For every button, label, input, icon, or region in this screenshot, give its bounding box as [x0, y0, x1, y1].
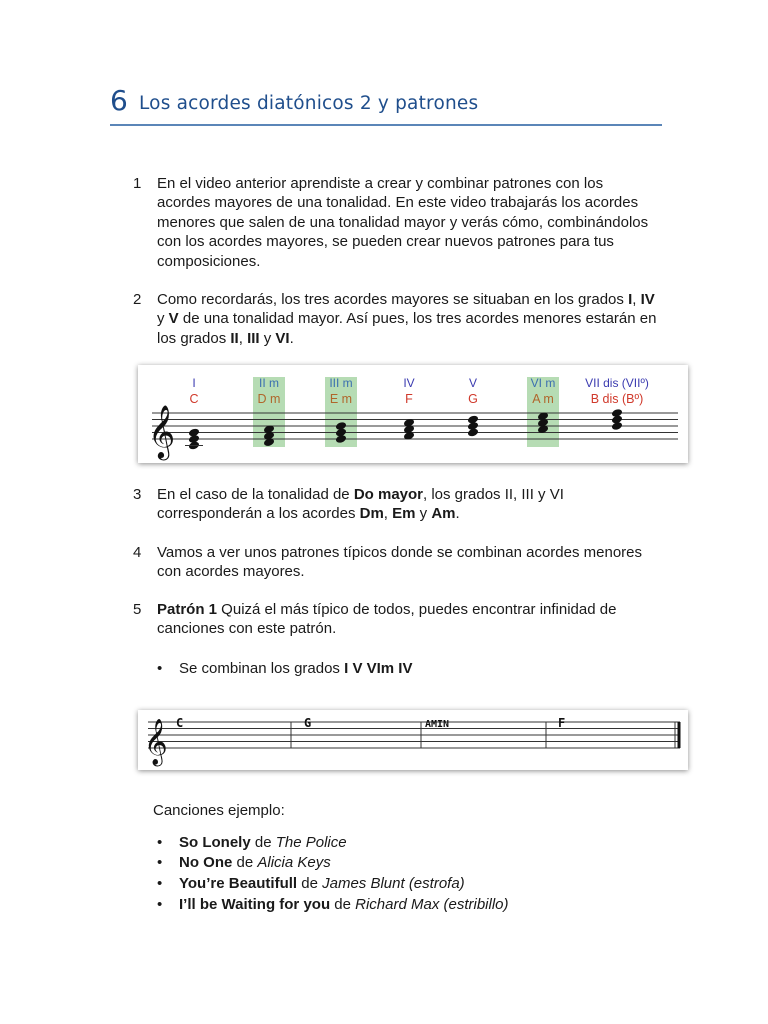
- item-text: Como recordarás, los tres acordes mayores se situaban en los grados I, IV y V de una tonalidad mayor. Así pues, los tres acordes menores estarán en los grados II, III y VI.: [157, 291, 657, 347]
- degree-roman: I: [192, 376, 196, 390]
- degree-chord: F: [405, 392, 413, 406]
- chord-symbol: C: [176, 716, 184, 730]
- item-text: En el caso de la tonalidad de Do mayor, los grados II, III y VI corresponderán a los acordes Dm, Em y Am.: [157, 486, 564, 523]
- chord-symbol: AMIN: [425, 719, 450, 730]
- degree-roman: II m: [259, 376, 279, 390]
- note-head: [467, 415, 479, 425]
- degree-chord: C: [189, 392, 199, 406]
- chord-symbol: G: [304, 716, 312, 730]
- degree-roman: IV: [403, 376, 415, 390]
- section-header: [110, 84, 662, 126]
- section-title: Los acordes diatónicos 2 y patrones: [139, 93, 479, 114]
- item-number: 3: [133, 486, 142, 503]
- item-number: 2: [133, 291, 142, 308]
- chord-symbol: F: [558, 716, 566, 730]
- degree-roman: V: [468, 376, 478, 390]
- pattern-staff-svg: [138, 710, 688, 770]
- section-number: 6: [110, 84, 128, 117]
- degree-chord: D m: [257, 392, 281, 406]
- songs-heading: Canciones ejemplo:: [153, 802, 285, 819]
- degree-chord: G: [468, 392, 478, 406]
- degrees-staff-svg: [138, 365, 688, 463]
- degree-roman: III m: [329, 376, 353, 390]
- item-number: 5: [133, 601, 142, 618]
- degree-roman: VI m: [530, 376, 556, 390]
- item-text: Patrón 1 Quizá el más típico de todos, puedes encontrar infinidad de canciones con este patrón.: [157, 601, 617, 638]
- note-head: [188, 428, 200, 438]
- degrees-staff: [138, 365, 688, 463]
- degree-chord: A m: [532, 392, 554, 406]
- degree-chord: E m: [329, 392, 353, 406]
- degree-chord: B dis (Bº): [590, 392, 644, 406]
- item-number: 4: [133, 544, 142, 561]
- treble-clef-icon: 𝄞: [148, 404, 176, 458]
- pattern-bullet-text: Se combinan los grados I V VIm IV: [179, 660, 413, 677]
- item-text: Vamos a ver unos patrones típicos donde se combinan acordes menores con acordes mayores.: [157, 544, 642, 581]
- degree-roman: VII dis (VIIº): [585, 376, 649, 390]
- item-text: En el video anterior aprendiste a crear y combinar patrones con los acordes mayores de una tonalidad. En este video trabajarás los acordes menores que salen de una tonalidad mayor y verás cómo, combinándolos con los acordes mayores, se pueden crear nuevos patrones para tus composiciones.: [157, 175, 649, 270]
- item-number: 1: [133, 175, 142, 192]
- note-head: [611, 408, 623, 418]
- treble-clef-icon: 𝄞: [144, 719, 168, 765]
- pattern-staff: [138, 710, 688, 770]
